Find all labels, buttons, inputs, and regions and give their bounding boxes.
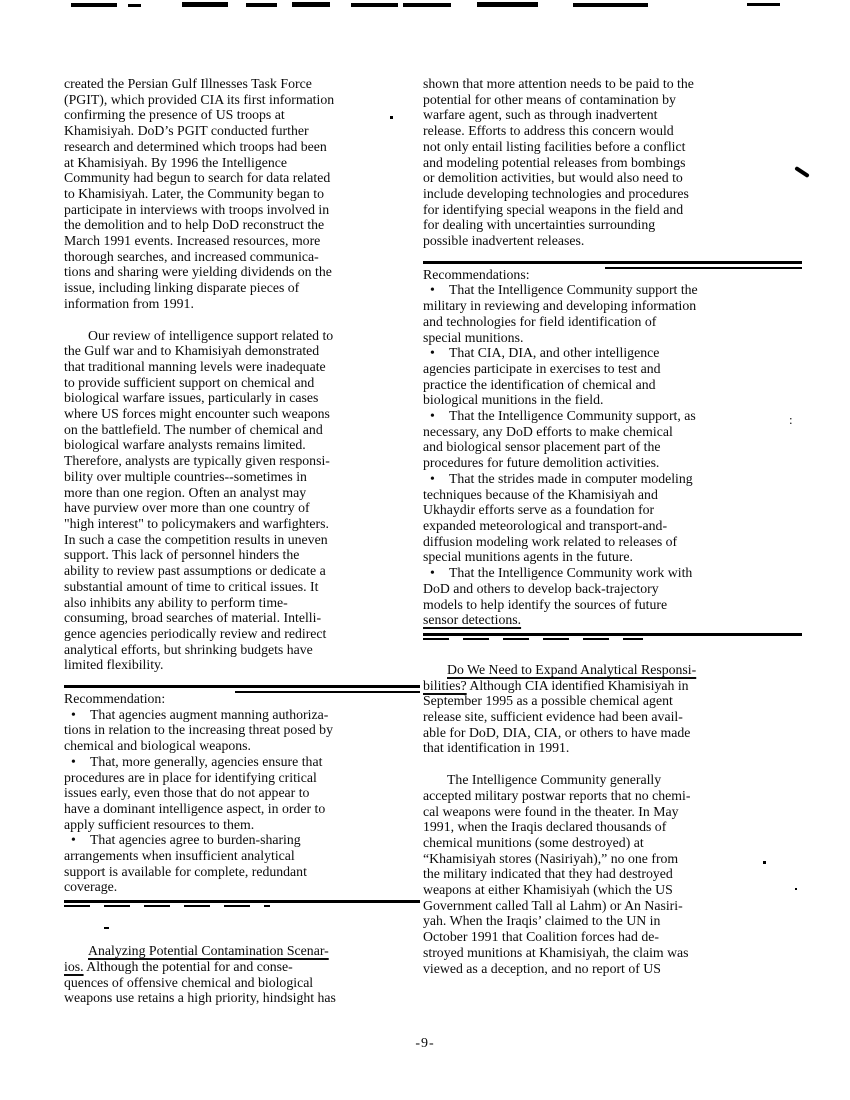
page-number: -9- xyxy=(415,1036,435,1051)
recommendation-bullet xyxy=(423,345,802,408)
bullet-icon: • xyxy=(430,345,435,361)
bullet-text: That agencies augment manning authoriza- tions in relation to the increasing threat posed by chemical and biological weapons. xyxy=(64,706,333,754)
bullet-text: That CIA, DIA, and other intelligence agencies participate in exercises to test and practice the identification of chemical and biological munitions in the field. xyxy=(423,345,661,408)
recommendation-bullet xyxy=(423,565,802,628)
recommendation-bullet xyxy=(423,408,802,471)
bullet-icon: • xyxy=(71,753,76,769)
left-column xyxy=(64,76,420,1006)
bullet-text: That the strides made in computer modeling techniques because of the Khamisiyah and Ukhaydir efforts serve as a foundation for expanded meteorological and transport-and- diffusion modeling work related to releases of special munitions agents in the future. xyxy=(423,470,693,565)
recommendation-bullet xyxy=(64,754,420,833)
scan-dot xyxy=(390,116,393,119)
bullet-text: That, more generally, agencies ensure that procedures are in place for identifying critical issues early, even those that do not appear to have a dominant intelligence aspect, in order to apply sufficient resources to them. xyxy=(64,753,326,832)
bullet-icon: • xyxy=(430,565,435,581)
section-body-scenarios: Although the potential for and conse- quences of offensive chemical and biological weapons use retains a high priority, hindsight has xyxy=(64,958,336,1006)
bullet-text: That the Intelligence Community work with DoD and others to develop back-trajectory models to help identify the sources of future xyxy=(423,565,693,612)
bullet-text: That the Intelligence Community support the military in reviewing and developing information and technologies for field identification of special munitions. xyxy=(423,282,698,345)
recommendations-box-label: Recommendations: xyxy=(423,266,530,282)
section-heading-responsibilities: Do We Need to Expand Analytical Responsi- bilities? xyxy=(423,661,697,693)
recommendation-box xyxy=(64,685,420,903)
section-responsibilities xyxy=(423,662,802,756)
scan-mark xyxy=(246,3,277,7)
recommendation-box-label: Recommendation: xyxy=(64,691,166,707)
bullet-text: That agencies agree to burden-sharing arrangements when insufficient analytical support is available for complete, redundant coverage. xyxy=(64,832,307,895)
scan-mark xyxy=(747,3,780,6)
bullet-text-underlined: sensor detections. xyxy=(423,612,522,628)
bullet-text: That the Intelligence Community support, as necessary, any DoD efforts to make chemical and biological sensor placement part of the procedures for future demolition activities. xyxy=(423,408,696,471)
bullet-icon: • xyxy=(430,470,435,486)
paragraph-pgit-history: created the Persian Gulf Illnesses Task Force (PGIT), which provided CIA its first information confirming the presence of US troops at Khamisiyah. DoD’s PGIT conducted further research and determined which troops had been at Khamisiyah. By 1996 the Intelligence Community had begun to search for data related to Khamisiyah. Later, the Community began to participate in interviews with troops involved in the demolition and to help DoD reconstruct the March 1991 events. Increased resources, more thorough searches, and increased communica- tions and sharing were yielding dividends on the issue, including linking disparate pieces of information from 1991. xyxy=(64,76,335,311)
scan-dot xyxy=(795,888,797,890)
scan-dot xyxy=(763,861,766,864)
bullet-icon: • xyxy=(430,282,435,298)
scan-mark xyxy=(351,3,398,7)
scan-mark xyxy=(71,3,117,7)
scan-mark xyxy=(182,2,228,7)
recommendation-bullet xyxy=(423,282,802,345)
section-body-responsibilities: Although CIA identified Khamisiyah in September 1995 as a possible chemical agent release site, sufficient evidence had been avail- able for DoD, DIA, CIA, or others to have made that identification in 1991. xyxy=(423,677,691,756)
right-column xyxy=(423,76,802,976)
paragraph-contamination: shown that more attention needs to be paid to the potential for other means of contamination by warfare agent, such as through inadvertent release. Efforts to address this concern would not only entail listing facilities before a conflict and modeling potential releases from bombings or demolition activities, but would also need to include developing technologies and procedures for identifying special weapons in the field and for dealing with uncertainties surrounding possible inadvertent releases. xyxy=(423,76,694,249)
paragraph-postwar-reports: The Intelligence Community generally accepted military postwar reports that no chemi- cal weapons were found in the theater. In May 1991, when the Iraqis declared thousands of chemical munitions (some destroyed) at “Khamisiyah stores (Nasiriyah),” no one from the military indicated that they had destroyed weapons at either Khamisiyah (which the US Government called Tall al Lahm) or An Nasiri- yah. When the Iraqis’ claimed to the UN in October 1991 that Coalition forces had de- stroyed munitions at Khamisiyah, the claim was viewed as a deception, and no report of US xyxy=(423,772,691,976)
bullet-icon: • xyxy=(71,832,76,848)
scan-mark xyxy=(477,2,538,7)
scan-mark xyxy=(292,2,330,7)
paragraph-intel-review: Our review of intelligence support related to the Gulf war and to Khamisiyah demonstrated that traditional manning levels were inadequate to provide sufficient support on chemical and biological warfare issues, particularly in cases where US forces might encounter such weapons on the battlefield. The number of chemical and biological warfare analysts remains limited. Therefore, analysts are typically given responsi- bility over multiple countries--sometimes in more than one region. Often an analyst may have purview over more than one country of "high interest" to policymakers and warfighters. In such a case the competition results in uneven support. This lack of personnel hinders the ability to review past assumptions or dedicate a substantial amount of time to critical issues. It also inhibits any ability to perform time- consuming, broad searches of material. Intelli- gence agencies periodically review and redirect analytical efforts, but shrinking budgets have limited flexibility. xyxy=(64,327,334,673)
section-heading-scenarios: Analyzing Potential Contamination Scenar- ios. xyxy=(64,943,329,974)
recommendation-bullet xyxy=(64,707,420,754)
scan-dot xyxy=(104,927,109,929)
scan-stray-colon: : xyxy=(789,412,793,427)
scan-mark xyxy=(128,4,141,7)
bullet-icon: • xyxy=(430,408,435,424)
scan-mark xyxy=(403,3,451,7)
recommendation-bullet xyxy=(64,832,420,895)
recommendations-box xyxy=(423,261,802,636)
scan-mark xyxy=(573,3,648,7)
recommendation-bullet xyxy=(423,471,802,565)
section-scenarios xyxy=(64,943,420,1006)
bullet-icon: • xyxy=(71,706,76,722)
